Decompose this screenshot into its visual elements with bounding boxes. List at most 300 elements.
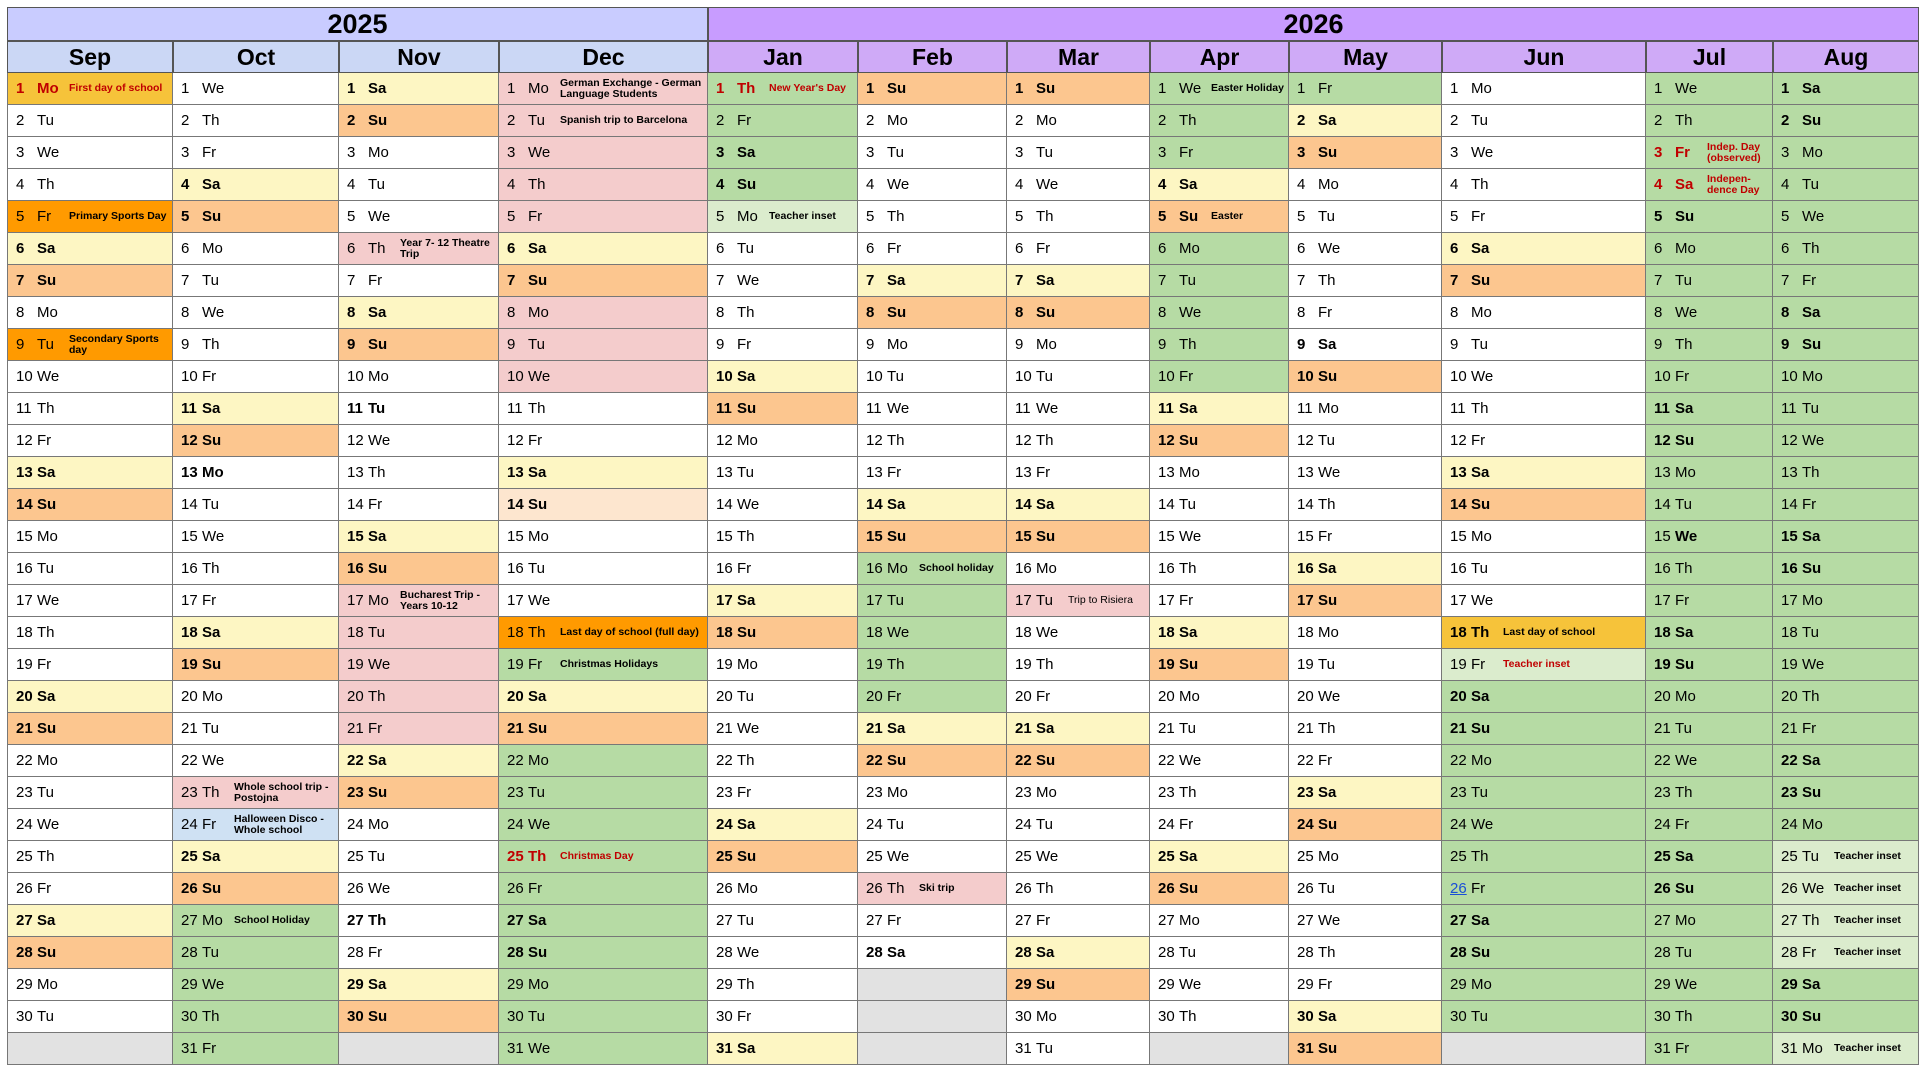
- day-cell: [499, 937, 708, 969]
- weekday-label: Sa: [1179, 400, 1198, 417]
- weekday-label: Sa: [1471, 240, 1490, 257]
- weekday-label: Tu: [1471, 112, 1488, 129]
- day-cell: [173, 393, 339, 425]
- day-cell: [708, 425, 858, 457]
- day-number: 6: [347, 240, 356, 257]
- weekday-label: Tu: [368, 400, 386, 417]
- day-cell: [1442, 681, 1646, 713]
- day-cell: [1442, 841, 1646, 873]
- event-label: Bucharest Trip - Years 10-12: [400, 588, 480, 612]
- day-cell: [7, 201, 173, 233]
- weekday-label: Fr: [1179, 816, 1194, 833]
- weekday-label: Tu: [1802, 848, 1819, 865]
- day-cell: [339, 873, 499, 905]
- day-number: 26: [1015, 880, 1032, 897]
- day-number: 28: [16, 944, 33, 961]
- day-cell: [7, 297, 173, 329]
- day-number: 2: [1158, 112, 1167, 129]
- day-number: 28: [1297, 944, 1314, 961]
- day-cell: [1289, 393, 1442, 425]
- day-number: 21: [1158, 720, 1175, 737]
- day-cell: [7, 681, 173, 713]
- day-number: 14: [507, 496, 524, 513]
- day-number: 30: [1297, 1008, 1314, 1025]
- day-number: 25: [181, 848, 198, 865]
- day-cell: [7, 809, 173, 841]
- day-number: 17: [16, 592, 33, 609]
- day-cell: [339, 265, 499, 297]
- weekday-label: Tu: [887, 368, 904, 385]
- weekday-label: Fr: [1675, 1040, 1690, 1057]
- day-cell: [499, 169, 708, 201]
- weekday-label: Su: [1471, 496, 1491, 513]
- day-number: 9: [181, 336, 190, 353]
- day-number: 1: [1781, 80, 1790, 97]
- day-cell: [1442, 233, 1646, 265]
- weekday-label: Mo: [1471, 528, 1492, 545]
- weekday-label: We: [737, 496, 760, 513]
- day-cell: [1646, 233, 1773, 265]
- day-cell: [1442, 969, 1646, 1001]
- day-cell: [1646, 169, 1773, 201]
- weekday-label: We: [368, 656, 391, 673]
- day-number: 21: [507, 720, 524, 737]
- day-number: 18: [1450, 624, 1467, 641]
- day-cell: [499, 841, 708, 873]
- day-number: 28: [866, 944, 883, 961]
- day-number: 17: [507, 592, 524, 609]
- day-cell: [173, 745, 339, 777]
- weekday-label: Mo: [528, 752, 549, 769]
- weekday-label: Tu: [1471, 560, 1488, 577]
- weekday-label: Sa: [368, 80, 387, 97]
- day-cell: [858, 521, 1007, 553]
- weekday-label: Tu: [1036, 816, 1053, 833]
- weekday-label: Fr: [1179, 592, 1194, 609]
- weekday-label: Mo: [368, 592, 389, 609]
- day-cell: [1442, 297, 1646, 329]
- weekday-label: Mo: [1179, 464, 1200, 481]
- day-number: 8: [1158, 304, 1167, 321]
- weekday-label: Th: [202, 784, 220, 801]
- day-cell: [1007, 873, 1150, 905]
- weekday-label: Mo: [202, 912, 223, 929]
- day-number: 11: [1158, 400, 1174, 417]
- weekday-label: Th: [37, 176, 55, 193]
- day-number: 7: [866, 272, 875, 289]
- weekday-label: Fr: [1318, 752, 1333, 769]
- day-cell: [7, 905, 173, 937]
- day-number: 1: [866, 80, 875, 97]
- day-number: 17: [1158, 592, 1175, 609]
- weekday-label: Fr: [368, 944, 383, 961]
- month-header-sep: Sep: [7, 41, 173, 73]
- day-number: 18: [1158, 624, 1175, 641]
- day-cell: [1150, 361, 1289, 393]
- day-number: 29: [347, 976, 364, 993]
- weekday-label: Tu: [1471, 784, 1488, 801]
- day-cell: [1150, 745, 1289, 777]
- weekday-label: Th: [1802, 240, 1820, 257]
- day-number: 4: [716, 176, 725, 193]
- weekday-label: Fr: [1318, 528, 1333, 545]
- day-cell: [858, 809, 1007, 841]
- day-cell: [1289, 937, 1442, 969]
- weekday-label: Su: [1675, 880, 1695, 897]
- day-number: 12: [1297, 432, 1314, 449]
- day-cell: [173, 553, 339, 585]
- day-cell: [858, 649, 1007, 681]
- day-cell: [7, 873, 173, 905]
- day-number: 1: [347, 80, 356, 97]
- day-cell: [1773, 713, 1919, 745]
- day-number: 6: [716, 240, 725, 257]
- school-calendar-sheet: [7, 7, 1919, 1065]
- day-cell: [1773, 393, 1919, 425]
- day-number: 22: [1297, 752, 1314, 769]
- day-number: 16: [1781, 560, 1798, 577]
- day-cell: [1289, 297, 1442, 329]
- weekday-label: Fr: [737, 336, 752, 353]
- day-number: 4: [347, 176, 356, 193]
- weekday-label: Mo: [1471, 976, 1492, 993]
- day-number: 15: [1297, 528, 1314, 545]
- day-number: 21: [866, 720, 883, 737]
- day-cell: [499, 809, 708, 841]
- day-number: 18: [1781, 624, 1798, 641]
- day-number: 11: [507, 400, 523, 417]
- day-number: 20: [507, 688, 524, 705]
- weekday-label: Su: [1471, 944, 1491, 961]
- day-number: 14: [1015, 496, 1032, 513]
- weekday-label: Th: [1036, 880, 1054, 897]
- day-cell: [1007, 585, 1150, 617]
- weekday-label: Mo: [887, 784, 908, 801]
- day-cell: [1646, 105, 1773, 137]
- month-column-oct: [173, 73, 339, 1065]
- weekday-label: We: [737, 272, 760, 289]
- day-number: 9: [1158, 336, 1167, 353]
- day-cell: [858, 457, 1007, 489]
- day-number: 16: [1654, 560, 1671, 577]
- day-number: 6: [16, 240, 25, 257]
- day-number: 24: [716, 816, 733, 833]
- day-cell: [1442, 1001, 1646, 1033]
- day-number: 19: [16, 656, 33, 673]
- day-cell: [1442, 137, 1646, 169]
- weekday-label: Th: [1675, 1008, 1693, 1025]
- day-cell: [1289, 777, 1442, 809]
- day-cell: [1773, 745, 1919, 777]
- weekday-label: Sa: [368, 752, 387, 769]
- day-cell: [173, 137, 339, 169]
- weekday-label: Mo: [1802, 144, 1823, 161]
- day-cell: [7, 329, 173, 361]
- year-header-2025: 2025: [7, 7, 708, 41]
- weekday-label: Th: [1179, 336, 1197, 353]
- weekday-label: We: [37, 144, 60, 161]
- weekday-label: Su: [1318, 368, 1338, 385]
- weekday-label: Tu: [1036, 1040, 1053, 1057]
- day-number: 27: [1158, 912, 1175, 929]
- day-cell: [708, 681, 858, 713]
- day-number: 21: [181, 720, 198, 737]
- weekday-label: Tu: [737, 240, 754, 257]
- weekday-label: Sa: [1179, 624, 1198, 641]
- day-number: 19: [1654, 656, 1671, 673]
- day-number: 25: [866, 848, 883, 865]
- day-number: 1: [716, 80, 725, 97]
- month-header-oct: Oct: [173, 41, 339, 73]
- day-number: 19: [1297, 656, 1314, 673]
- weekday-label: Tu: [1036, 368, 1053, 385]
- day-cell: [1150, 457, 1289, 489]
- day-cell: [1007, 809, 1150, 841]
- weekday-label: Mo: [528, 304, 549, 321]
- day-number: 23: [1015, 784, 1032, 801]
- weekday-label: Mo: [887, 560, 908, 577]
- year-header-row: [7, 7, 1919, 41]
- day-cell: [499, 457, 708, 489]
- day-cell: [1646, 137, 1773, 169]
- weekday-label: Mo: [37, 304, 58, 321]
- day-number: 31: [1654, 1040, 1671, 1057]
- day-cell: [1646, 585, 1773, 617]
- day-number: 22: [716, 752, 733, 769]
- day-cell: [1150, 489, 1289, 521]
- day-number: 19: [181, 656, 198, 673]
- day-cell: [499, 201, 708, 233]
- weekday-label: Fr: [528, 208, 543, 225]
- day-cell: [339, 745, 499, 777]
- day-number: 12: [1158, 432, 1175, 449]
- day-number[interactable]: 26: [1450, 880, 1467, 897]
- day-number: 21: [716, 720, 733, 737]
- day-number: 2: [1781, 112, 1790, 129]
- weekday-label: We: [1675, 752, 1698, 769]
- day-number: 20: [1450, 688, 1467, 705]
- day-cell: [1646, 841, 1773, 873]
- weekday-label: Tu: [37, 336, 54, 353]
- day-cell: [1150, 873, 1289, 905]
- day-number: 9: [866, 336, 875, 353]
- day-number: 4: [16, 176, 25, 193]
- day-number: 8: [347, 304, 356, 321]
- day-cell: [1150, 201, 1289, 233]
- day-number: 6: [181, 240, 190, 257]
- day-cell: [499, 617, 708, 649]
- day-cell: [1646, 265, 1773, 297]
- event-label: Christmas Holidays: [560, 658, 659, 670]
- weekday-label: Mo: [37, 80, 59, 97]
- event-label: Easter: [1211, 210, 1244, 222]
- day-cell: [1007, 201, 1150, 233]
- weekday-label: Sa: [887, 720, 906, 737]
- day-number: 17: [1781, 592, 1798, 609]
- day-cell: [339, 73, 499, 105]
- day-cell: [1289, 585, 1442, 617]
- weekday-label: Su: [887, 752, 907, 769]
- day-number: 24: [1450, 816, 1467, 833]
- day-number: 17: [716, 592, 733, 609]
- empty-day-cell: [858, 969, 1007, 1001]
- day-cell: [173, 297, 339, 329]
- day-cell: [1773, 617, 1919, 649]
- weekday-label: Mo: [37, 752, 58, 769]
- weekday-label: We: [1675, 80, 1698, 97]
- day-number: 22: [1015, 752, 1032, 769]
- weekday-label: We: [887, 848, 910, 865]
- day-number: 8: [1015, 304, 1024, 321]
- day-number: 29: [1158, 976, 1175, 993]
- weekday-label: Tu: [1802, 400, 1819, 417]
- day-cell: [1773, 937, 1919, 969]
- weekday-label: Su: [1802, 112, 1822, 129]
- day-cell: [708, 457, 858, 489]
- day-cell: [339, 329, 499, 361]
- weekday-label: Th: [737, 80, 756, 97]
- day-cell: [1442, 649, 1646, 681]
- day-number: 13: [16, 464, 33, 481]
- weekday-label: Mo: [1318, 400, 1339, 417]
- day-cell: [1442, 809, 1646, 841]
- weekday-label: Fr: [37, 656, 52, 673]
- day-number: 29: [1450, 976, 1467, 993]
- day-number: 24: [1015, 816, 1032, 833]
- day-number: 10: [1015, 368, 1032, 385]
- day-cell: [1646, 521, 1773, 553]
- day-number: 16: [507, 560, 524, 577]
- day-number: 6: [1654, 240, 1663, 257]
- day-cell: [1150, 585, 1289, 617]
- event-label: Teacher inset: [769, 210, 836, 222]
- weekday-label: Sa: [202, 848, 221, 865]
- day-number: 29: [1654, 976, 1671, 993]
- day-number: 21: [1654, 720, 1671, 737]
- day-number: 27: [866, 912, 883, 929]
- day-cell: [1289, 137, 1442, 169]
- weekday-label: We: [1318, 912, 1341, 929]
- weekday-label: Sa: [1318, 1008, 1337, 1025]
- day-number: 23: [1654, 784, 1671, 801]
- weekday-label: We: [737, 720, 760, 737]
- day-number: 5: [1297, 208, 1306, 225]
- day-number: 23: [347, 784, 364, 801]
- day-cell: [7, 169, 173, 201]
- day-number: 20: [1158, 688, 1175, 705]
- day-cell: [173, 1001, 339, 1033]
- day-cell: [708, 841, 858, 873]
- day-cell: [1150, 841, 1289, 873]
- weekday-label: Su: [1179, 656, 1199, 673]
- weekday-label: We: [37, 816, 60, 833]
- day-number: 24: [347, 816, 364, 833]
- day-cell: [173, 969, 339, 1001]
- day-number: 25: [1450, 848, 1467, 865]
- weekday-label: Fr: [887, 688, 902, 705]
- day-number: 25: [1015, 848, 1032, 865]
- weekday-label: Sa: [1179, 848, 1198, 865]
- weekday-label: Su: [737, 400, 757, 417]
- day-cell: [708, 1033, 858, 1065]
- weekday-label: Su: [368, 784, 388, 801]
- weekday-label: Sa: [737, 1040, 756, 1057]
- day-cell: [1150, 649, 1289, 681]
- weekday-label: Tu: [1318, 432, 1335, 449]
- weekday-label: Mo: [528, 80, 549, 97]
- day-number: 18: [507, 624, 524, 641]
- day-number: 1: [181, 80, 190, 97]
- day-number: 15: [1450, 528, 1467, 545]
- day-cell: [858, 489, 1007, 521]
- day-number: 19: [507, 656, 524, 673]
- day-cell: [1646, 329, 1773, 361]
- day-number: 15: [866, 528, 883, 545]
- day-cell: [1773, 553, 1919, 585]
- day-cell: [708, 553, 858, 585]
- day-cell: [858, 905, 1007, 937]
- day-number: 25: [1297, 848, 1314, 865]
- day-cell: [7, 521, 173, 553]
- weekday-label: Mo: [1675, 688, 1696, 705]
- day-number: 4: [1781, 176, 1790, 193]
- weekday-label: Fr: [737, 1008, 752, 1025]
- day-number: 4: [866, 176, 875, 193]
- day-number: 24: [1158, 816, 1175, 833]
- day-number: 23: [16, 784, 33, 801]
- weekday-label: Mo: [1802, 816, 1823, 833]
- day-cell: [1007, 105, 1150, 137]
- day-cell: [173, 105, 339, 137]
- day-number: 7: [716, 272, 725, 289]
- day-cell: [858, 329, 1007, 361]
- month-header-apr: Apr: [1150, 41, 1289, 73]
- day-cell: [858, 137, 1007, 169]
- day-cell: [1150, 713, 1289, 745]
- day-number: 3: [16, 144, 25, 161]
- day-cell: [173, 361, 339, 393]
- month-header-nov: Nov: [339, 41, 499, 73]
- day-number: 12: [716, 432, 733, 449]
- day-number: 22: [1654, 752, 1671, 769]
- day-cell: [173, 265, 339, 297]
- day-number: 5: [716, 208, 725, 225]
- day-cell: [173, 681, 339, 713]
- day-number: 8: [716, 304, 725, 321]
- weekday-label: Sa: [202, 624, 221, 641]
- weekday-label: Mo: [528, 528, 549, 545]
- weekday-label: Su: [1318, 144, 1338, 161]
- day-cell: [339, 297, 499, 329]
- weekday-label: We: [202, 304, 225, 321]
- day-number: 11: [1450, 400, 1466, 417]
- day-cell: [7, 1001, 173, 1033]
- day-cell: [499, 521, 708, 553]
- weekday-label: Sa: [1802, 304, 1821, 321]
- month-header-jul: Jul: [1646, 41, 1773, 73]
- day-number: 27: [1654, 912, 1671, 929]
- weekday-label: Sa: [528, 912, 547, 929]
- day-cell: [7, 425, 173, 457]
- weekday-label: Th: [1179, 112, 1197, 129]
- day-number: 17: [1654, 592, 1671, 609]
- weekday-label: Tu: [737, 912, 754, 929]
- weekday-label: Tu: [202, 496, 219, 513]
- weekday-label: Fr: [1179, 144, 1194, 161]
- day-number: 28: [1015, 944, 1032, 961]
- weekday-label: Sa: [737, 368, 756, 385]
- day-cell: [1442, 905, 1646, 937]
